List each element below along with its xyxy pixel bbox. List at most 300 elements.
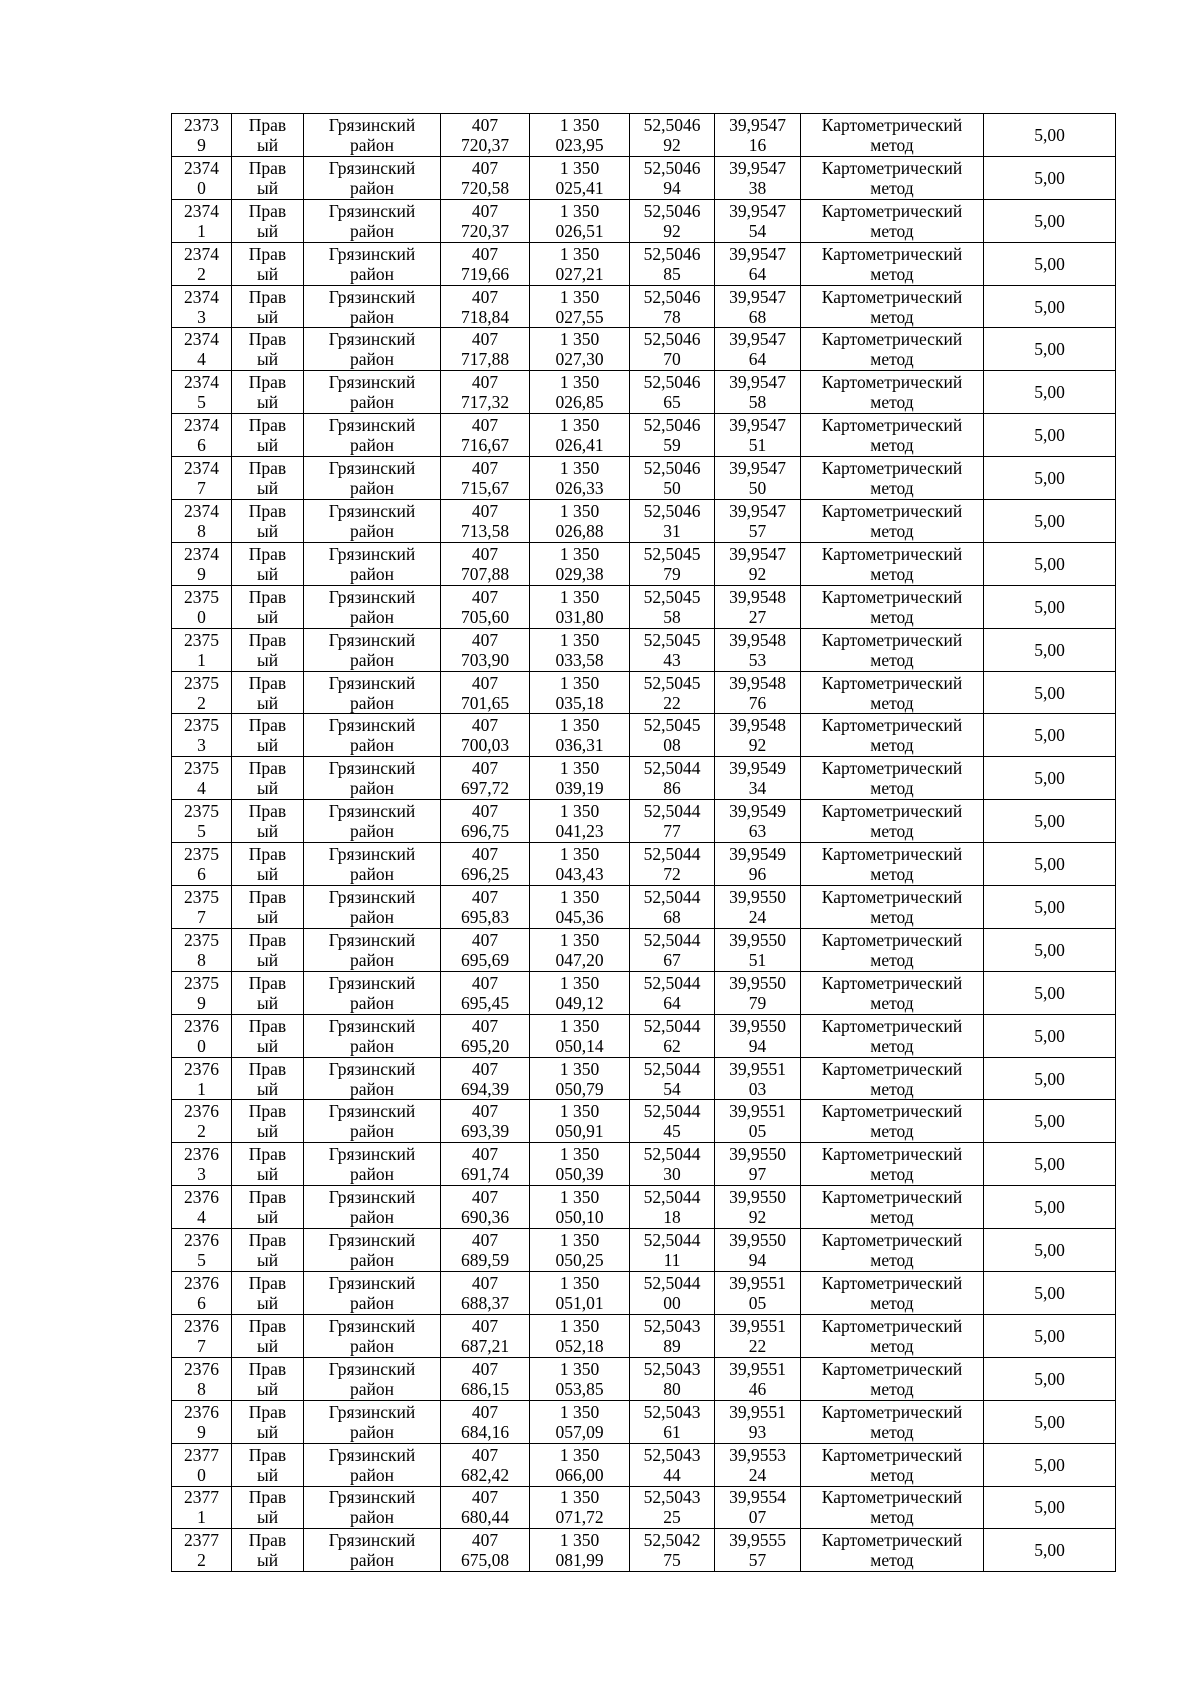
method-cell-line: метод [870, 992, 914, 1013]
method-cell-line: Картометрический [821, 1144, 963, 1165]
x-coordinate-cell-line: 407 [471, 715, 499, 736]
district-cell-line: Грязинский [328, 672, 416, 693]
district-cell-line: Грязинский [328, 200, 416, 221]
y-coordinate-cell [530, 1529, 630, 1572]
y-coordinate-cell-line: 025,41 [555, 177, 604, 198]
latitude-cell [630, 114, 715, 157]
x-coordinate-cell [441, 1186, 530, 1229]
latitude-cell-line: 52,5046 [643, 243, 701, 264]
bank-side-cell-line: ый [256, 1335, 279, 1356]
longitude-cell-line: 97 [748, 1164, 767, 1185]
district-cell [304, 843, 441, 886]
latitude-cell-line: 52,5044 [643, 1272, 701, 1293]
point-number-cell-line: 1 [197, 1507, 206, 1528]
bank-side-cell [232, 843, 304, 886]
y-coordinate-cell-line: 1 350 [559, 844, 600, 865]
point-number-cell-line: 2374 [184, 500, 219, 521]
latitude-cell-line: 92 [663, 134, 681, 155]
bank-side-cell-line: Прав [248, 1358, 287, 1379]
table-row [172, 928, 1116, 971]
bank-side-cell-line: Прав [248, 1187, 287, 1208]
method-cell-line: Картометрический [821, 1058, 963, 1079]
bank-side-cell-line: ый [256, 263, 279, 284]
accuracy-cell: 5,00 [984, 328, 1116, 371]
x-coordinate-cell-line: 693,39 [460, 1121, 510, 1142]
district-cell-line: район [350, 1335, 394, 1356]
longitude-cell [715, 414, 801, 457]
point-number-cell-line: 8 [197, 949, 206, 970]
bank-side-cell [232, 500, 304, 543]
x-coordinate-cell [441, 886, 530, 929]
accuracy-cell: 5,00 [984, 971, 1116, 1014]
bank-side-cell-line: Прав [248, 929, 287, 950]
longitude-cell-line: 63 [748, 821, 767, 842]
method-cell-line: метод [870, 692, 914, 713]
y-coordinate-cell-line: 045,36 [555, 906, 604, 927]
x-coordinate-cell-line: 407 [471, 1444, 499, 1465]
latitude-cell [630, 757, 715, 800]
y-coordinate-cell-line: 1 350 [559, 1315, 600, 1336]
longitude-cell-line: 39,9549 [729, 844, 786, 865]
y-coordinate-cell-line: 027,30 [555, 349, 604, 370]
y-coordinate-cell-line: 1 350 [559, 157, 600, 178]
x-coordinate-cell-line: 407 [471, 157, 499, 178]
latitude-cell-line: 52,5045 [643, 543, 701, 564]
method-cell-line: Картометрический [821, 629, 963, 650]
bank-side-cell [232, 928, 304, 971]
longitude-cell-line: 54 [748, 220, 767, 241]
latitude-cell-line: 61 [663, 1421, 681, 1442]
latitude-cell [630, 1143, 715, 1186]
longitude-cell-line: 57 [748, 520, 767, 541]
x-coordinate-cell-line: 707,88 [460, 563, 510, 584]
x-coordinate-cell [441, 1057, 530, 1100]
district-cell-line: район [350, 864, 394, 885]
y-coordinate-cell-line: 1 350 [559, 929, 600, 950]
method-cell [801, 457, 984, 500]
latitude-cell [630, 714, 715, 757]
point-number-cell [172, 1186, 232, 1229]
x-coordinate-cell [441, 1400, 530, 1443]
district-cell [304, 1314, 441, 1357]
point-number-cell-line: 2377 [184, 1444, 219, 1465]
table-row [172, 843, 1116, 886]
table-row [172, 1314, 1116, 1357]
district-cell [304, 500, 441, 543]
bank-side-cell-line: Прав [248, 543, 287, 564]
x-coordinate-cell-line: 720,37 [460, 134, 510, 155]
district-cell [304, 928, 441, 971]
y-coordinate-cell-line: 1 350 [559, 200, 600, 221]
latitude-cell-line: 79 [663, 563, 681, 584]
district-cell-line: район [350, 606, 394, 627]
longitude-cell [715, 1529, 801, 1572]
y-coordinate-cell [530, 414, 630, 457]
latitude-cell-line: 52,5044 [643, 1144, 701, 1165]
latitude-cell-line: 65 [663, 392, 681, 413]
bank-side-cell [232, 199, 304, 242]
latitude-cell [630, 1314, 715, 1357]
point-number-cell-line: 2376 [184, 1101, 219, 1122]
district-cell-line: район [350, 992, 394, 1013]
method-cell-line: метод [870, 1035, 914, 1056]
x-coordinate-cell-line: 718,84 [460, 306, 510, 327]
district-cell-line: Грязинский [328, 415, 416, 436]
method-cell-line: Картометрический [821, 1530, 963, 1551]
x-coordinate-cell-line: 407 [471, 672, 499, 693]
point-number-cell-line: 5 [197, 821, 206, 842]
method-cell [801, 800, 984, 843]
x-coordinate-cell-line: 407 [471, 758, 499, 779]
y-coordinate-cell [530, 1400, 630, 1443]
y-coordinate-cell-line: 036,31 [555, 735, 604, 756]
table-row [172, 285, 1116, 328]
bank-side-cell [232, 800, 304, 843]
y-coordinate-cell-line: 1 350 [559, 758, 600, 779]
y-coordinate-cell [530, 886, 630, 929]
x-coordinate-cell-line: 719,66 [460, 263, 510, 284]
bank-side-cell-line: ый [256, 1421, 279, 1442]
x-coordinate-cell-line: 407 [471, 629, 499, 650]
x-coordinate-cell-line: 695,69 [460, 949, 510, 970]
method-cell [801, 928, 984, 971]
accuracy-cell: 5,00 [984, 242, 1116, 285]
method-cell [801, 371, 984, 414]
district-cell-line: район [350, 1121, 394, 1142]
method-cell [801, 1486, 984, 1529]
latitude-cell [630, 242, 715, 285]
district-cell-line: район [350, 1421, 394, 1442]
district-cell-line: район [350, 134, 394, 155]
latitude-cell [630, 371, 715, 414]
y-coordinate-cell-line: 1 350 [559, 415, 600, 436]
latitude-cell [630, 328, 715, 371]
point-number-cell [172, 242, 232, 285]
district-cell [304, 1100, 441, 1143]
bank-side-cell-line: Прав [248, 715, 287, 736]
x-coordinate-cell [441, 371, 530, 414]
district-cell-line: Грязинский [328, 801, 416, 822]
longitude-cell [715, 1400, 801, 1443]
bank-side-cell-line: ый [256, 1250, 279, 1271]
x-coordinate-cell [441, 114, 530, 157]
bank-side-cell [232, 1100, 304, 1143]
x-coordinate-cell [441, 1486, 530, 1529]
bank-side-cell-line: ый [256, 134, 279, 155]
x-coordinate-cell-line: 695,20 [460, 1035, 510, 1056]
method-cell-line: метод [870, 478, 914, 499]
longitude-cell-line: 07 [748, 1507, 767, 1528]
table-row [172, 757, 1116, 800]
point-number-cell-line: 2376 [184, 1401, 219, 1422]
longitude-cell [715, 928, 801, 971]
y-coordinate-cell [530, 457, 630, 500]
bank-side-cell-line: Прав [248, 672, 287, 693]
district-cell-line: район [350, 949, 394, 970]
accuracy-cell: 5,00 [984, 928, 1116, 971]
method-cell [801, 1100, 984, 1143]
y-coordinate-cell-line: 1 350 [559, 1144, 600, 1165]
district-cell-line: Грязинский [328, 1015, 416, 1036]
longitude-cell-line: 39,9547 [729, 329, 786, 350]
longitude-cell-line: 39,9548 [729, 629, 786, 650]
latitude-cell-line: 18 [663, 1207, 681, 1228]
latitude-cell [630, 1186, 715, 1229]
point-number-cell-line: 4 [197, 778, 206, 799]
district-cell-line: район [350, 263, 394, 284]
method-cell-line: метод [870, 1207, 914, 1228]
bank-side-cell-line: Прав [248, 1144, 287, 1165]
y-coordinate-cell-line: 1 350 [559, 972, 600, 993]
bank-side-cell-line: Прав [248, 844, 287, 865]
accuracy-cell: 5,00 [984, 585, 1116, 628]
latitude-cell-line: 52,5043 [643, 1401, 701, 1422]
x-coordinate-cell [441, 971, 530, 1014]
method-cell-line: метод [870, 864, 914, 885]
longitude-cell-line: 53 [748, 649, 767, 670]
bank-side-cell [232, 671, 304, 714]
method-cell-line: метод [870, 1250, 914, 1271]
point-number-cell-line: 2376 [184, 1058, 219, 1079]
table-row [172, 1529, 1116, 1572]
y-coordinate-cell [530, 1272, 630, 1315]
table-row [172, 671, 1116, 714]
bank-side-cell-line: Прав [248, 1401, 287, 1422]
district-cell [304, 714, 441, 757]
method-cell [801, 156, 984, 199]
x-coordinate-cell [441, 500, 530, 543]
x-coordinate-cell-line: 713,58 [460, 520, 510, 541]
method-cell-line: Картометрический [821, 372, 963, 393]
bank-side-cell-line: Прав [248, 1487, 287, 1508]
table-row [172, 585, 1116, 628]
longitude-cell-line: 24 [748, 906, 767, 927]
method-cell-line: метод [870, 1550, 914, 1571]
bank-side-cell [232, 1443, 304, 1486]
x-coordinate-cell-line: 407 [471, 458, 499, 479]
longitude-cell-line: 27 [748, 606, 767, 627]
bank-side-cell [232, 542, 304, 585]
x-coordinate-cell-line: 407 [471, 1358, 499, 1379]
district-cell-line: Грязинский [328, 1058, 416, 1079]
longitude-cell-line: 39,9551 [729, 1358, 786, 1379]
point-number-cell-line: 9 [197, 992, 206, 1013]
point-number-cell-line: 1 [197, 649, 206, 670]
longitude-cell-line: 39,9551 [729, 1315, 786, 1336]
y-coordinate-cell-line: 050,10 [555, 1207, 604, 1228]
y-coordinate-cell-line: 066,00 [555, 1464, 604, 1485]
bank-side-cell-line: ый [256, 1464, 279, 1485]
point-number-cell-line: 2374 [184, 543, 219, 564]
district-cell-line: Грязинский [328, 715, 416, 736]
longitude-cell [715, 971, 801, 1014]
y-coordinate-cell [530, 371, 630, 414]
bank-side-cell [232, 156, 304, 199]
latitude-cell-line: 78 [663, 306, 681, 327]
accuracy-cell: 5,00 [984, 1443, 1116, 1486]
point-number-cell-line: 2376 [184, 1187, 219, 1208]
longitude-cell-line: 39,9548 [729, 715, 786, 736]
latitude-cell-line: 52,5044 [643, 1187, 701, 1208]
point-number-cell-line: 2 [197, 1121, 206, 1142]
y-coordinate-cell [530, 628, 630, 671]
y-coordinate-cell-line: 1 350 [559, 1487, 600, 1508]
x-coordinate-cell-line: 407 [471, 329, 499, 350]
y-coordinate-cell-line: 071,72 [555, 1507, 604, 1528]
bank-side-cell [232, 1057, 304, 1100]
point-number-cell-line: 2375 [184, 801, 219, 822]
district-cell-line: Грязинский [328, 1401, 416, 1422]
bank-side-cell-line: ый [256, 1035, 279, 1056]
bank-side-cell [232, 971, 304, 1014]
longitude-cell-line: 64 [748, 349, 767, 370]
point-number-cell-line: 2374 [184, 372, 219, 393]
x-coordinate-cell [441, 1229, 530, 1272]
bank-side-cell-line: ый [256, 778, 279, 799]
x-coordinate-cell-line: 407 [471, 1187, 499, 1208]
bank-side-cell [232, 886, 304, 929]
y-coordinate-cell [530, 114, 630, 157]
y-coordinate-cell [530, 928, 630, 971]
point-number-cell-line: 4 [197, 349, 206, 370]
y-coordinate-cell-line: 1 350 [559, 500, 600, 521]
method-cell-line: Картометрический [821, 715, 963, 736]
latitude-cell [630, 199, 715, 242]
method-cell [801, 886, 984, 929]
longitude-cell [715, 886, 801, 929]
longitude-cell [715, 1186, 801, 1229]
point-number-cell-line: 8 [197, 1378, 206, 1399]
bank-side-cell [232, 757, 304, 800]
district-cell [304, 757, 441, 800]
x-coordinate-cell [441, 714, 530, 757]
district-cell-line: район [350, 735, 394, 756]
y-coordinate-cell-line: 1 350 [559, 1401, 600, 1422]
latitude-cell-line: 52,5046 [643, 458, 701, 479]
latitude-cell-line: 85 [663, 263, 681, 284]
latitude-cell [630, 843, 715, 886]
bank-side-cell-line: Прав [248, 1530, 287, 1551]
district-cell-line: район [350, 1464, 394, 1485]
method-cell [801, 1229, 984, 1272]
longitude-cell-line: 94 [748, 1250, 767, 1271]
point-number-cell [172, 1229, 232, 1272]
method-cell-line: метод [870, 134, 914, 155]
point-number-cell-line: 7 [197, 906, 206, 927]
district-cell [304, 371, 441, 414]
bank-side-cell [232, 1529, 304, 1572]
district-cell [304, 1229, 441, 1272]
longitude-cell [715, 328, 801, 371]
x-coordinate-cell-line: 407 [471, 286, 499, 307]
x-coordinate-cell-line: 696,25 [460, 864, 510, 885]
accuracy-cell: 5,00 [984, 1229, 1116, 1272]
method-cell [801, 199, 984, 242]
x-coordinate-cell [441, 1272, 530, 1315]
accuracy-cell: 5,00 [984, 156, 1116, 199]
longitude-cell [715, 671, 801, 714]
bank-side-cell-line: ый [256, 563, 279, 584]
y-coordinate-cell [530, 1229, 630, 1272]
method-cell-line: Картометрический [821, 1015, 963, 1036]
method-cell-line: метод [870, 1464, 914, 1485]
x-coordinate-cell-line: 407 [471, 415, 499, 436]
point-number-cell [172, 1014, 232, 1057]
point-number-cell [172, 199, 232, 242]
longitude-cell [715, 114, 801, 157]
accuracy-cell: 5,00 [984, 1186, 1116, 1229]
district-cell-line: Грязинский [328, 929, 416, 950]
latitude-cell [630, 671, 715, 714]
longitude-cell [715, 1014, 801, 1057]
district-cell [304, 585, 441, 628]
x-coordinate-cell-line: 695,45 [460, 992, 510, 1013]
longitude-cell-line: 39,9551 [729, 1401, 786, 1422]
longitude-cell-line: 39,9551 [729, 1272, 786, 1293]
method-cell-line: Картометрический [821, 844, 963, 865]
point-number-cell [172, 1143, 232, 1186]
bank-side-cell [232, 414, 304, 457]
district-cell-line: район [350, 520, 394, 541]
bank-side-cell [232, 1400, 304, 1443]
accuracy-cell: 5,00 [984, 671, 1116, 714]
method-cell [801, 714, 984, 757]
x-coordinate-cell-line: 407 [471, 1315, 499, 1336]
longitude-cell [715, 1057, 801, 1100]
bank-side-cell-line: Прав [248, 1015, 287, 1036]
y-coordinate-cell-line: 050,39 [555, 1164, 604, 1185]
latitude-cell [630, 285, 715, 328]
bank-side-cell-line: Прав [248, 329, 287, 350]
point-number-cell [172, 285, 232, 328]
table-row [172, 414, 1116, 457]
bank-side-cell [232, 714, 304, 757]
x-coordinate-cell-line: 684,16 [460, 1421, 510, 1442]
y-coordinate-cell [530, 843, 630, 886]
method-cell-line: Картометрический [821, 1487, 963, 1508]
longitude-cell [715, 1314, 801, 1357]
method-cell-line: Картометрический [821, 1358, 963, 1379]
point-number-cell [172, 714, 232, 757]
longitude-cell-line: 39,9550 [729, 1187, 786, 1208]
latitude-cell [630, 1486, 715, 1529]
bank-side-cell-line: ый [256, 478, 279, 499]
district-cell-line: район [350, 1507, 394, 1528]
longitude-cell-line: 39,9551 [729, 1058, 786, 1079]
method-cell-line: метод [870, 1078, 914, 1099]
accuracy-cell: 5,00 [984, 500, 1116, 543]
x-coordinate-cell-line: 703,90 [460, 649, 510, 670]
district-cell-line: Грязинский [328, 844, 416, 865]
method-cell-line: метод [870, 435, 914, 456]
longitude-cell-line: 39,9547 [729, 286, 786, 307]
x-coordinate-cell-line: 705,60 [460, 606, 510, 627]
longitude-cell [715, 1100, 801, 1143]
district-cell [304, 156, 441, 199]
method-cell-line: Картометрический [821, 1230, 963, 1251]
point-number-cell [172, 628, 232, 671]
district-cell-line: Грязинский [328, 1187, 416, 1208]
district-cell [304, 671, 441, 714]
x-coordinate-cell-line: 700,03 [460, 735, 510, 756]
longitude-cell [715, 1357, 801, 1400]
longitude-cell [715, 1486, 801, 1529]
y-coordinate-cell-line: 026,33 [555, 478, 604, 499]
district-cell-line: Грязинский [328, 972, 416, 993]
method-cell-line: метод [870, 906, 914, 927]
latitude-cell-line: 52,5044 [643, 1015, 701, 1036]
district-cell-line: Грязинский [328, 1230, 416, 1251]
